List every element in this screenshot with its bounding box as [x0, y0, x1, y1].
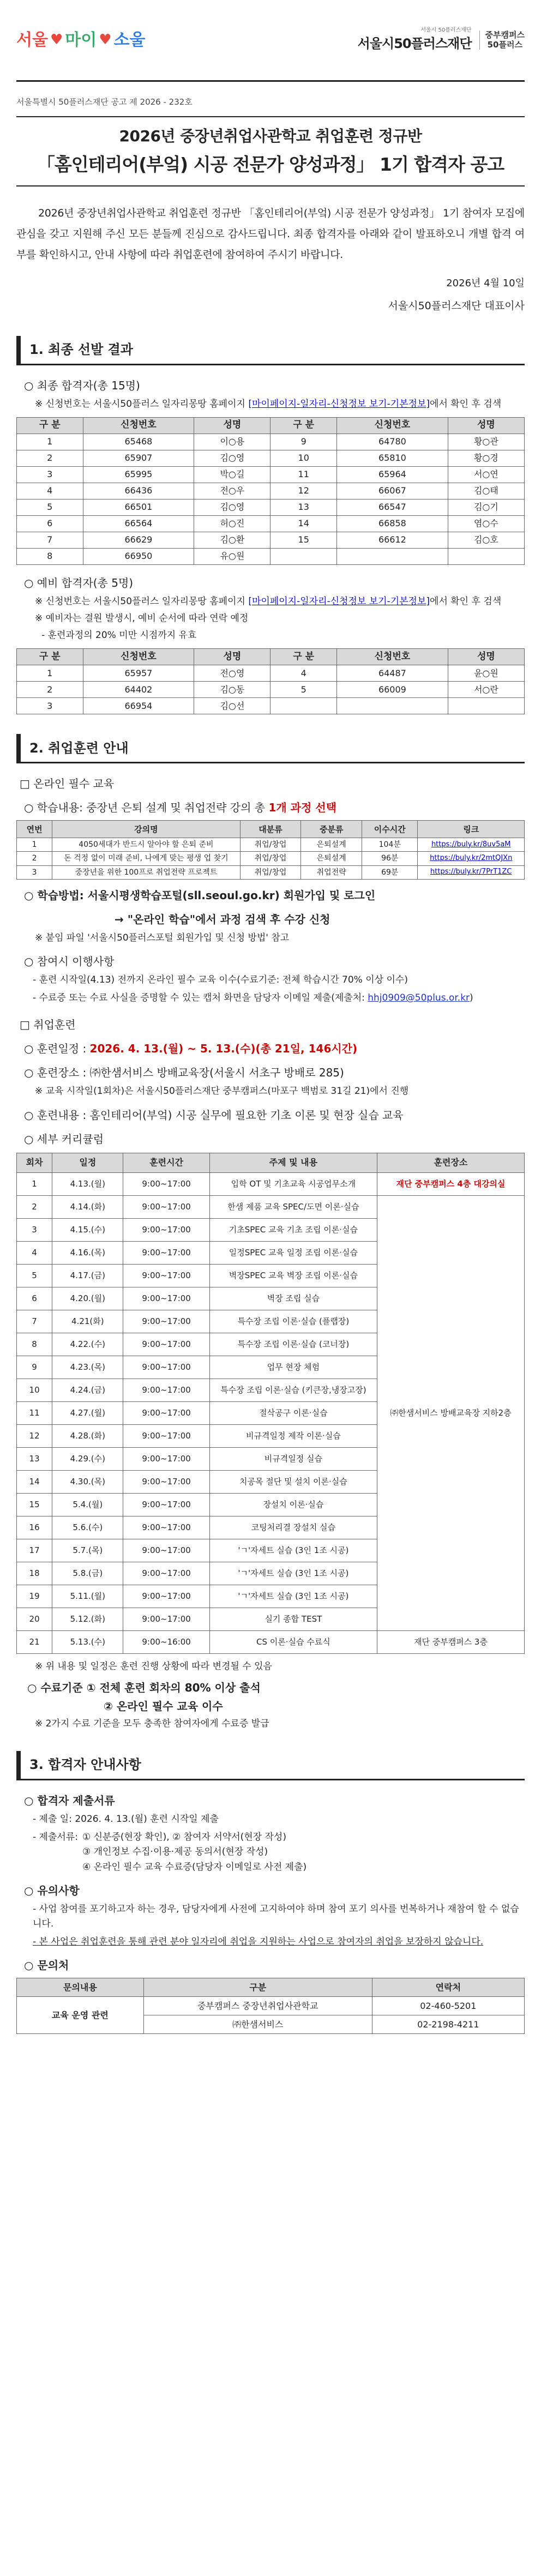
- table-row: [17, 665, 525, 682]
- table-cell: 벽장SPEC 교육 벽장 조립 이론·실습: [209, 1264, 377, 1287]
- table-cell: [448, 548, 524, 564]
- table-cell: 2: [17, 852, 52, 865]
- table-cell: 65995: [83, 466, 194, 483]
- table-cell: 10: [270, 450, 337, 466]
- table-cell: 66858: [336, 515, 448, 532]
- reserve-heading: ○ 예비 합격자(총 5명): [24, 576, 134, 589]
- table-cell: 5.13.(수): [52, 1630, 123, 1653]
- table-cell: 은퇴설계: [301, 852, 362, 865]
- table-cell: 9:00~17:00: [123, 1424, 209, 1447]
- signature: 서울시50플러스재단 대표이사: [388, 300, 525, 312]
- table-cell: 17: [17, 1539, 52, 1562]
- table-cell: 65964: [336, 466, 448, 483]
- table-cell: 한샘 제품 교육 SPEC/도면 이론·실습: [209, 1195, 377, 1218]
- table-cell: 4: [17, 1241, 52, 1264]
- table-cell: 김○호: [448, 532, 524, 548]
- table-cell: 3: [17, 1218, 52, 1241]
- table-cell: 4.30.(목): [52, 1470, 123, 1493]
- table-header: 훈련시간: [123, 1153, 209, 1172]
- table-cell: 실기 종합 TEST: [209, 1608, 377, 1630]
- table-cell: 10: [17, 1379, 52, 1401]
- table-header: 성명: [194, 649, 270, 665]
- table-cell: 'ㄱ'자세트 실습 (3인 1조 시공): [209, 1585, 377, 1608]
- table-header: 구 분: [17, 649, 83, 665]
- table-cell: 13: [17, 1447, 52, 1470]
- table-cell: 66629: [83, 532, 194, 548]
- table-cell: 5.8.(금): [52, 1562, 123, 1585]
- table-row: [17, 865, 525, 879]
- table-row: [17, 499, 525, 515]
- table-header: 구 분: [17, 417, 83, 434]
- intro-paragraph: 2026년 중장년취업사관학교 취업훈련 정규반 「홈인테리어(부엌) 시공 전문가 양성과정」 1기 참여자 모집에 관심을 갖고 지원해 주신 모든 분들께 진심으로 감사드립니다. 최종 합격자를 아래와 같이 발표하오니 개별 합격 여부를 확인하시고, 안내 사항에 따라 취업훈련에 참여하여 주시기 바랍니다.: [16, 207, 525, 261]
- table-cell: 20: [17, 1608, 52, 1630]
- table-cell: 9:00~17:00: [123, 1608, 209, 1630]
- table-cell: 11: [270, 466, 337, 483]
- cert-heading: ○ 참여시 이행사항: [24, 955, 115, 968]
- section-header-notice: 3. 합격자 안내사항: [16, 1751, 525, 1780]
- table-row: [17, 838, 525, 852]
- table-cell: 전○우: [194, 483, 270, 499]
- reserve-note-2: ※ 예비자는 결원 발생시, 예비 순서에 따라 연락 예정: [35, 612, 249, 624]
- table-cell: 7: [17, 1310, 52, 1333]
- method-note: ※ 붙임 파일 '서울시50플러스포털 회원가입 및 신청 방법' 참고: [35, 932, 290, 943]
- table-cell: 9:00~17:00: [123, 1333, 209, 1356]
- table-cell: 일정SPEC 교육 일정 조립 이론·실습: [209, 1241, 377, 1264]
- table-cell: 02-2198-4211: [372, 2015, 524, 2034]
- table-cell: 취업/창업: [240, 865, 301, 879]
- table-cell: 4.28.(화): [52, 1424, 123, 1447]
- table-cell: 돈 걱정 없이 미래 준비, 나에게 맞는 평생 업 찾기: [52, 852, 240, 865]
- table-cell: 4.23.(목): [52, 1356, 123, 1379]
- final-heading: ○ 최종 합격자(총 15명): [24, 378, 140, 392]
- docs-item: ① 신분증(현장 확인), ② 참여자 서약서(현장 작성): [82, 1832, 286, 1843]
- table-cell: 2: [17, 682, 83, 698]
- table-cell: 65957: [83, 665, 194, 682]
- table-cell: 4050세대가 반드시 알아야 할 은퇴 준비: [52, 838, 240, 852]
- online-content: ○ 학습내용: 중장년 은퇴 설계 및 취업전략 강의 총 1개 과정 선택: [24, 801, 336, 815]
- contact-table: [16, 1978, 525, 2034]
- table-header: 이수시간: [362, 821, 418, 838]
- table-header: 구 분: [270, 649, 337, 665]
- table-cell: 15: [17, 1493, 52, 1516]
- table-header: 신청번호: [83, 417, 194, 434]
- table-cell: 7: [17, 532, 83, 548]
- table-cell[interactable]: https://buly.kr/2mtQJXn: [418, 852, 525, 865]
- cert-item-2: - 수료증 또는 수료 사실을 증명할 수 있는 캡처 화면을 담당자 이메일 제출(제출처: hhj0909@50plus.or.kr): [33, 992, 473, 1004]
- table-cell: 104분: [362, 838, 418, 852]
- table-cell: 9:00~17:00: [123, 1287, 209, 1310]
- table-cell: 9:00~17:00: [123, 1447, 209, 1470]
- table-cell: 18: [17, 1562, 52, 1585]
- table-cell: 6: [17, 1287, 52, 1310]
- table-cell: 66564: [83, 515, 194, 532]
- table-cell: 9:00~17:00: [123, 1172, 209, 1195]
- table-cell: 5: [17, 499, 83, 515]
- table-cell: 19: [17, 1585, 52, 1608]
- train-heading: □ 취업훈련: [20, 1018, 76, 1032]
- curriculum-heading: ○ 세부 커리큘럼: [24, 1132, 104, 1146]
- section-header-results: 1. 최종 선발 결과: [16, 336, 525, 365]
- training-content: ○ 훈련내용 : 홈인테리어(부엌) 시공 실무에 필요한 기초 이론 및 현장 실습 교육: [24, 1108, 404, 1122]
- table-cell: 김○기: [448, 499, 524, 515]
- table-cell: 황○관: [448, 434, 524, 450]
- table-cell: 66501: [83, 499, 194, 515]
- table-cell: 9:00~17:00: [123, 1356, 209, 1379]
- table-cell: 황○경: [448, 450, 524, 466]
- table-cell: 9:00~17:00: [123, 1539, 209, 1562]
- table-cell: 65907: [83, 450, 194, 466]
- method-2: → "온라인 학습"에서 과정 검색 후 수강 신청: [115, 912, 330, 926]
- table-cell: 9: [270, 434, 337, 450]
- announcement-date: 2026년 4월 10일: [446, 278, 525, 289]
- email-link[interactable]: hhj0909@50plus.or.kr: [368, 992, 470, 1004]
- table-cell: 4: [270, 665, 337, 682]
- table-cell: 4.16.(목): [52, 1241, 123, 1264]
- table-cell: 9:00~17:00: [123, 1264, 209, 1287]
- table-cell: 64780: [336, 434, 448, 450]
- table-cell: 9:00~17:00: [123, 1493, 209, 1516]
- table-cell: 9:00~16:00: [123, 1630, 209, 1653]
- table-cell: 9:00~17:00: [123, 1218, 209, 1241]
- table-cell: 15: [270, 532, 337, 548]
- table-cell: 2: [17, 450, 83, 466]
- table-cell: 은퇴설계: [301, 838, 362, 852]
- training-place: ○ 훈련장소 : ㈜한샘서비스 방배교육장(서울시 서초구 방배로 285): [24, 1066, 344, 1080]
- table-cell: 서○란: [448, 682, 524, 698]
- table-cell: 김○영: [194, 450, 270, 466]
- table-cell: 16: [17, 1516, 52, 1539]
- table-cell: [336, 698, 448, 714]
- table-cell: 65468: [83, 434, 194, 450]
- caution-2: - 본 사업은 취업훈련을 통해 관련 분야 일자리에 취업을 지원하는 사업으로 참여자의 취업을 보장하지 않습니다.: [33, 1936, 484, 1948]
- table-header: 연락처: [372, 1978, 524, 1997]
- table-cell: 장설치 이론·실습: [209, 1493, 377, 1516]
- table-header: 구 분: [270, 417, 337, 434]
- table-row: [17, 682, 525, 698]
- table-header: 주제 및 내용: [209, 1153, 377, 1172]
- table-cell: 김○영: [194, 499, 270, 515]
- docs-list: - 제출서류: ① 신분증(현장 확인), ② 참여자 서약서(현장 작성) ③ 개인정보 수집·이용·제공 동의서(현장 작성) ④ 온라인 필수 교육 수료증(담당자 이메일로 사전 제출): [33, 1830, 525, 1875]
- table-cell: 김○선: [194, 698, 270, 714]
- table-cell: 4.15.(수): [52, 1218, 123, 1241]
- table-header: 성명: [448, 417, 524, 434]
- completion-note: ※ 2가지 수료 기준을 모두 충족한 참여자에게 수료증 발급: [35, 1718, 269, 1729]
- table-cell: 9:00~17:00: [123, 1195, 209, 1218]
- table-cell: 14: [17, 1470, 52, 1493]
- campus-logo: 중부캠퍼스 50플러스: [479, 31, 525, 50]
- place-cell: ㈜한샘서비스 방배교육장 지하2층: [377, 1195, 524, 1630]
- foundation-logo: 서울시 50플러스재단 서울시50플러스재단 중부캠퍼스 50플러스: [357, 27, 525, 51]
- contact-topic: 교육 운영 관련: [17, 1997, 144, 2034]
- table-header: 일정: [52, 1153, 123, 1172]
- table-cell: 9:00~17:00: [123, 1241, 209, 1264]
- table-cell: 박○길: [194, 466, 270, 483]
- table-cell: 4.22.(수): [52, 1333, 123, 1356]
- table-cell: 김○동: [194, 682, 270, 698]
- reserve-note: ※ 신청번호는 서울시50플러스 일자리몽땅 홈페이지 [마이페이지-일자리-신청정보 보기-기본정보]에서 확인 후 검색: [35, 595, 502, 607]
- contact-heading: ○ 문의처: [24, 1959, 69, 1972]
- table-cell: 8: [17, 548, 83, 564]
- table-cell: 66954: [83, 698, 194, 714]
- table-cell: 코팅처리결 장설치 실습: [209, 1516, 377, 1539]
- table-cell: 김○태: [448, 483, 524, 499]
- table-cell: [270, 548, 337, 564]
- table-cell: 4.29.(수): [52, 1447, 123, 1470]
- course-table: [16, 820, 525, 880]
- docs-item: ③ 개인정보 수집·이용·제공 동의서(현장 작성): [82, 1846, 268, 1858]
- schedule-row: [17, 1195, 525, 1218]
- table-cell: 9:00~17:00: [123, 1379, 209, 1401]
- table-cell: 취업/창업: [240, 852, 301, 865]
- table-cell: 허○진: [194, 515, 270, 532]
- table-cell: 비규격일정 실습: [209, 1447, 377, 1470]
- table-cell: 'ㄱ'자세트 실습 (3인 1조 시공): [209, 1562, 377, 1585]
- schedule-row: [17, 1172, 525, 1195]
- table-cell: 4.14.(화): [52, 1195, 123, 1218]
- table-header: 신청번호: [336, 649, 448, 665]
- table-cell: 12: [17, 1424, 52, 1447]
- table-cell: 기초SPEC 교육 기초 조립 이론·실습: [209, 1218, 377, 1241]
- table-cell: 3: [17, 698, 83, 714]
- cert-item-1: - 훈련 시작일(4.13) 전까지 온라인 필수 교육 이수(수료기준: 전체 학습시간 70% 이상 이수): [33, 974, 408, 985]
- table-cell: 치공목 절단 및 설치 이론·실습: [209, 1470, 377, 1493]
- table-cell: 취업전략: [301, 865, 362, 879]
- table-row: [17, 698, 525, 714]
- table-cell[interactable]: https://buly.kr/7PrT1ZC: [418, 865, 525, 879]
- table-cell: ㈜한샘서비스: [143, 2015, 372, 2034]
- table-header: 신청번호: [336, 417, 448, 434]
- table-cell: 13: [270, 499, 337, 515]
- table-row: [17, 852, 525, 865]
- table-cell: 염○수: [448, 515, 524, 532]
- table-cell: 66612: [336, 532, 448, 548]
- schedule-table: [16, 1153, 525, 1654]
- table-cell: 3: [17, 466, 83, 483]
- table-header: 회차: [17, 1153, 52, 1172]
- final-note: ※ 신청번호는 서울시50플러스 일자리몽땅 홈페이지 [마이페이지-일자리-신청정보 보기-기본정보]에서 확인 후 검색: [35, 398, 502, 410]
- table-cell: 3: [17, 865, 52, 879]
- table-cell: 02-460-5201: [372, 1997, 524, 2015]
- completion-criteria-2: ② 온라인 필수 교육 이수: [104, 1699, 223, 1713]
- table-cell: 11: [17, 1401, 52, 1424]
- table-cell: 중부캠퍼스 중장년취업사관학교: [143, 1997, 372, 2015]
- completion-criteria-1: ○ 수료기준 ① 전체 훈련 회차의 80% 이상 출석: [27, 1681, 261, 1694]
- table-cell: 5.12.(화): [52, 1608, 123, 1630]
- table-cell: 4.20.(월): [52, 1287, 123, 1310]
- seoul-my-soul-logo: 서울 ♥ 마이 ♥ 소울: [16, 31, 146, 50]
- table-cell: 4.24.(금): [52, 1379, 123, 1401]
- table-cell: 5.4.(월): [52, 1493, 123, 1516]
- table-cell: 1: [17, 838, 52, 852]
- place-cell: 재단 중부캠퍼스 3층: [377, 1630, 524, 1653]
- table-header: 링크: [418, 821, 525, 838]
- table-cell: 유○원: [194, 548, 270, 564]
- table-header: 연번: [17, 821, 52, 838]
- table-row: [17, 483, 525, 499]
- reserve-table: [16, 648, 525, 714]
- table-cell: 21: [17, 1630, 52, 1653]
- training-period: ○ 훈련일정 : 2026. 4. 13.(월) ~ 5. 13.(수)(총 21일, 146시간): [24, 1042, 358, 1056]
- table-cell: 특수장 조립 이론·실습 (코너장): [209, 1333, 377, 1356]
- table-header: 중분류: [301, 821, 362, 838]
- online-heading: □ 온라인 필수 교육: [20, 777, 115, 791]
- table-header: 성명: [194, 417, 270, 434]
- mypage-link-2[interactable]: [마이페이지-일자리-신청정보 보기-기본정보]: [248, 595, 430, 607]
- table-cell: 절삭공구 이론·실습: [209, 1401, 377, 1424]
- table-cell: 4.27.(월): [52, 1401, 123, 1424]
- table-cell: 69분: [362, 865, 418, 879]
- method: ○ 학습방법: 서울시평생학습포털(sll.seoul.go.kr) 회원가입 및 로그인: [24, 888, 376, 902]
- table-cell: 1: [17, 434, 83, 450]
- page-title: 2026년 중장년취업사관학교 취업훈련 정규반 「홈인테리어(부엌) 시공 전문가 양성과정」 1기 합격자 공고: [16, 116, 525, 187]
- document-number: 서울특별시 50플러스재단 공고 제 2026 - 232호: [16, 97, 193, 107]
- table-cell: 4.21(화): [52, 1310, 123, 1333]
- table-cell: 66009: [336, 682, 448, 698]
- table-cell: 66436: [83, 483, 194, 499]
- table-row: [17, 548, 525, 564]
- table-cell: 9:00~17:00: [123, 1470, 209, 1493]
- table-cell: 5: [270, 682, 337, 698]
- table-header: 성명: [448, 649, 524, 665]
- table-cell: 5.6.(수): [52, 1516, 123, 1539]
- table-cell: 14: [270, 515, 337, 532]
- reserve-note-3: - 훈련과정의 20% 미만 시점까지 유효: [41, 630, 197, 641]
- table-cell: 업무 현장 체험: [209, 1356, 377, 1379]
- table-cell: CS 이론·실습 수료식: [209, 1630, 377, 1653]
- table-cell: 특수장 조립 이론·실습 (플랩장): [209, 1310, 377, 1333]
- table-row: [17, 532, 525, 548]
- mypage-link[interactable]: [마이페이지-일자리-신청정보 보기-기본정보]: [248, 398, 430, 410]
- training-place-note: ※ 교육 시작일(1회차)은 서울시50플러스재단 중부캠퍼스(마포구 백범로 31길 21)에서 진행: [35, 1086, 409, 1097]
- table-cell: 'ㄱ'자세트 실습 (3인 1조 시공): [209, 1539, 377, 1562]
- section-header-training: 2. 취업훈련 안내: [16, 734, 525, 763]
- table-cell: 65810: [336, 450, 448, 466]
- table-row: [17, 515, 525, 532]
- table-cell: 9:00~17:00: [123, 1562, 209, 1585]
- table-row: [17, 434, 525, 450]
- table-cell: 5.11.(월): [52, 1585, 123, 1608]
- table-cell: 66547: [336, 499, 448, 515]
- table-header: 강의명: [52, 821, 240, 838]
- table-cell: 1: [17, 665, 83, 682]
- letterhead: [16, 0, 525, 82]
- caution-heading: ○ 유의사항: [24, 1883, 80, 1897]
- table-cell: 9:00~17:00: [123, 1401, 209, 1424]
- table-cell: 96분: [362, 852, 418, 865]
- table-cell: 4.17.(금): [52, 1264, 123, 1287]
- table-cell: 이○용: [194, 434, 270, 450]
- table-cell: 비규격일정 제작 이론·실습: [209, 1424, 377, 1447]
- table-cell: 2: [17, 1195, 52, 1218]
- table-row: [17, 1997, 525, 2015]
- table-header: 대분류: [240, 821, 301, 838]
- table-cell: 66067: [336, 483, 448, 499]
- table-cell: 입학 OT 및 기초교육 시공업무소개: [209, 1172, 377, 1195]
- table-cell: [448, 698, 524, 714]
- docs-period: - 제출 일: 2026. 4. 13.(월) 훈련 시작일 제출: [33, 1813, 219, 1825]
- table-cell: 김○환: [194, 532, 270, 548]
- table-header: 구분: [143, 1978, 372, 1997]
- table-cell: 특수장 조립 이론·실습 (키큰장,냉장고장): [209, 1379, 377, 1401]
- table-cell: 4.13.(월): [52, 1172, 123, 1195]
- table-cell[interactable]: https://buly.kr/8uv5aM: [418, 838, 525, 852]
- table-cell: 서○연: [448, 466, 524, 483]
- table-row: [17, 466, 525, 483]
- table-cell: 64487: [336, 665, 448, 682]
- table-cell: 9:00~17:00: [123, 1310, 209, 1333]
- table-cell: 윤○원: [448, 665, 524, 682]
- table-cell: 9:00~17:00: [123, 1585, 209, 1608]
- table-cell: 66950: [83, 548, 194, 564]
- final-table: [16, 417, 525, 565]
- table-cell: [336, 548, 448, 564]
- table-cell: 8: [17, 1333, 52, 1356]
- table-cell: 중장년을 위한 100프로 취업전략 프로젝트: [52, 865, 240, 879]
- table-cell: 64402: [83, 682, 194, 698]
- table-header: 훈련장소: [377, 1153, 524, 1172]
- schedule-note: ※ 위 내용 및 일정은 훈련 진행 상황에 따라 변경될 수 있음: [35, 1660, 272, 1672]
- table-cell: 벽장 조립 실습: [209, 1287, 377, 1310]
- docs-item: ④ 온라인 필수 교육 수료증(담당자 이메일로 사전 제출): [82, 1861, 307, 1873]
- docs-heading: ○ 합격자 제출서류: [24, 1793, 115, 1807]
- table-header: 문의내용: [17, 1978, 144, 1997]
- table-cell: 전○영: [194, 665, 270, 682]
- table-cell: 4: [17, 483, 83, 499]
- table-cell: [270, 698, 337, 714]
- table-cell: 9:00~17:00: [123, 1516, 209, 1539]
- table-header: 신청번호: [83, 649, 194, 665]
- place-cell: 재단 중부캠퍼스 4층 대강의실: [377, 1172, 524, 1195]
- caution-1: - 사업 참여를 포기하고자 하는 경우, 담당자에게 사전에 고지하여야 하며 참여 포기 의사를 번복하거나 재참여 할 수 없습니다.: [33, 1903, 519, 1929]
- table-cell: 취업/창업: [240, 838, 301, 852]
- table-cell: 1: [17, 1172, 52, 1195]
- table-cell: 9: [17, 1356, 52, 1379]
- table-cell: 5.7.(목): [52, 1539, 123, 1562]
- table-cell: 12: [270, 483, 337, 499]
- table-row: [17, 450, 525, 466]
- table-cell: 5: [17, 1264, 52, 1287]
- schedule-row: [17, 1630, 525, 1653]
- table-cell: 6: [17, 515, 83, 532]
